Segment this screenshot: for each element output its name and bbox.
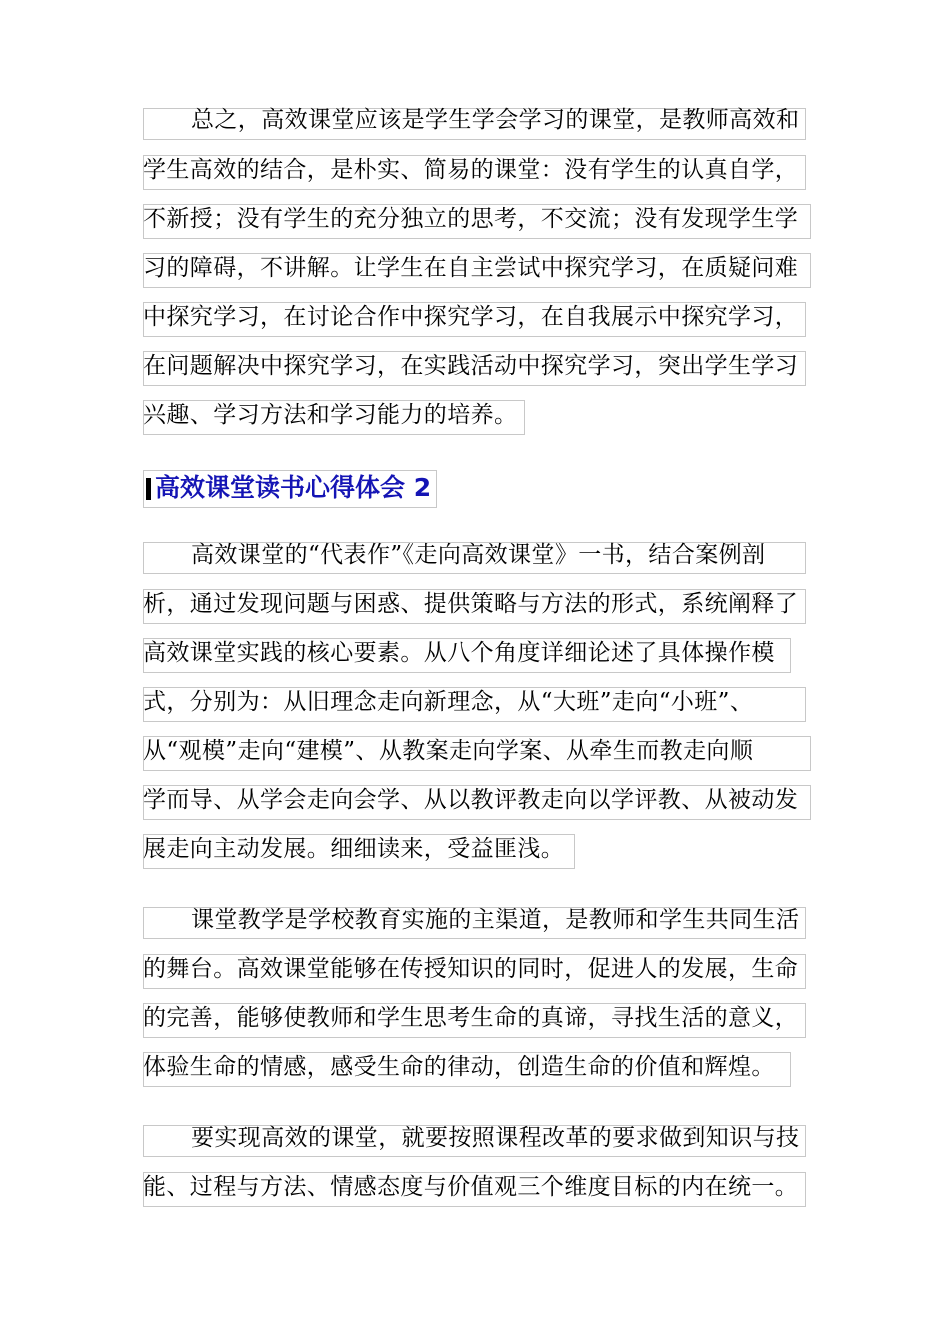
text-line: 体验生命的情感，感受生命的律动，创造生命的价值和辉煌。 [143,1054,775,1080]
text-line: 的舞台。高效课堂能够在传授知识的同时，促进人的发展，生命 [143,956,799,982]
text-line: 要实现高效的课堂，就要按照课程改革的要求做到知识与技 [191,1125,800,1151]
text-line: 学生高效的结合，是朴实、简易的课堂：没有学生的认真自学， [143,157,799,183]
text-line: 中探究学习，在讨论合作中探究学习，在自我展示中探究学习， [143,304,799,330]
text-line: 不新授；没有学生的充分独立的思考，不交流；没有发现学生学 [143,206,799,232]
text-line: 总之，高效课堂应该是学生学会学习的课堂，是教师高效和 [191,107,800,133]
text-line: 式，分别为：从旧理念走向新理念，从“大班”走向“小班”、 [143,689,754,715]
text-line: 在问题解决中探究学习，在实践活动中探究学习，突出学生学习 [143,353,799,379]
text-line: 高效课堂的“代表作”《走向高效课堂》一书，结合案例剖 [191,542,766,568]
text-line: 学而导、从学会走向会学、从以教评教走向以学评教、从被动发 [143,787,799,813]
section-heading: 高效课堂读书心得体会 2 [155,473,432,502]
text-line: 习的障碍，不讲解。让学生在自主尝试中探究学习，在质疑问难 [143,255,799,281]
text-line: 高效课堂实践的核心要素。从八个角度详细论述了具体操作模 [143,640,775,666]
text-line: 课堂教学是学校教育实施的主渠道，是教师和学生共同生活 [191,907,800,933]
text-line: 析，通过发现问题与困惑、提供策略与方法的形式，系统阐释了 [143,591,799,617]
text-line: 从“观模”走向“建模”、从教案走向学案、从牵生而教走向顺 [143,738,754,764]
text-line: 展走向主动发展。细细读来，受益匪浅。 [143,836,565,862]
text-line: 的完善，能够使教师和学生思考生命的真谛，寻找生活的意义， [143,1005,799,1031]
text-line: 兴趣、学习方法和学习能力的培养。 [143,402,518,428]
heading-marker [146,478,151,500]
text-line: 能、过程与方法、情感态度与价值观三个维度目标的内在统一。 [143,1174,799,1200]
